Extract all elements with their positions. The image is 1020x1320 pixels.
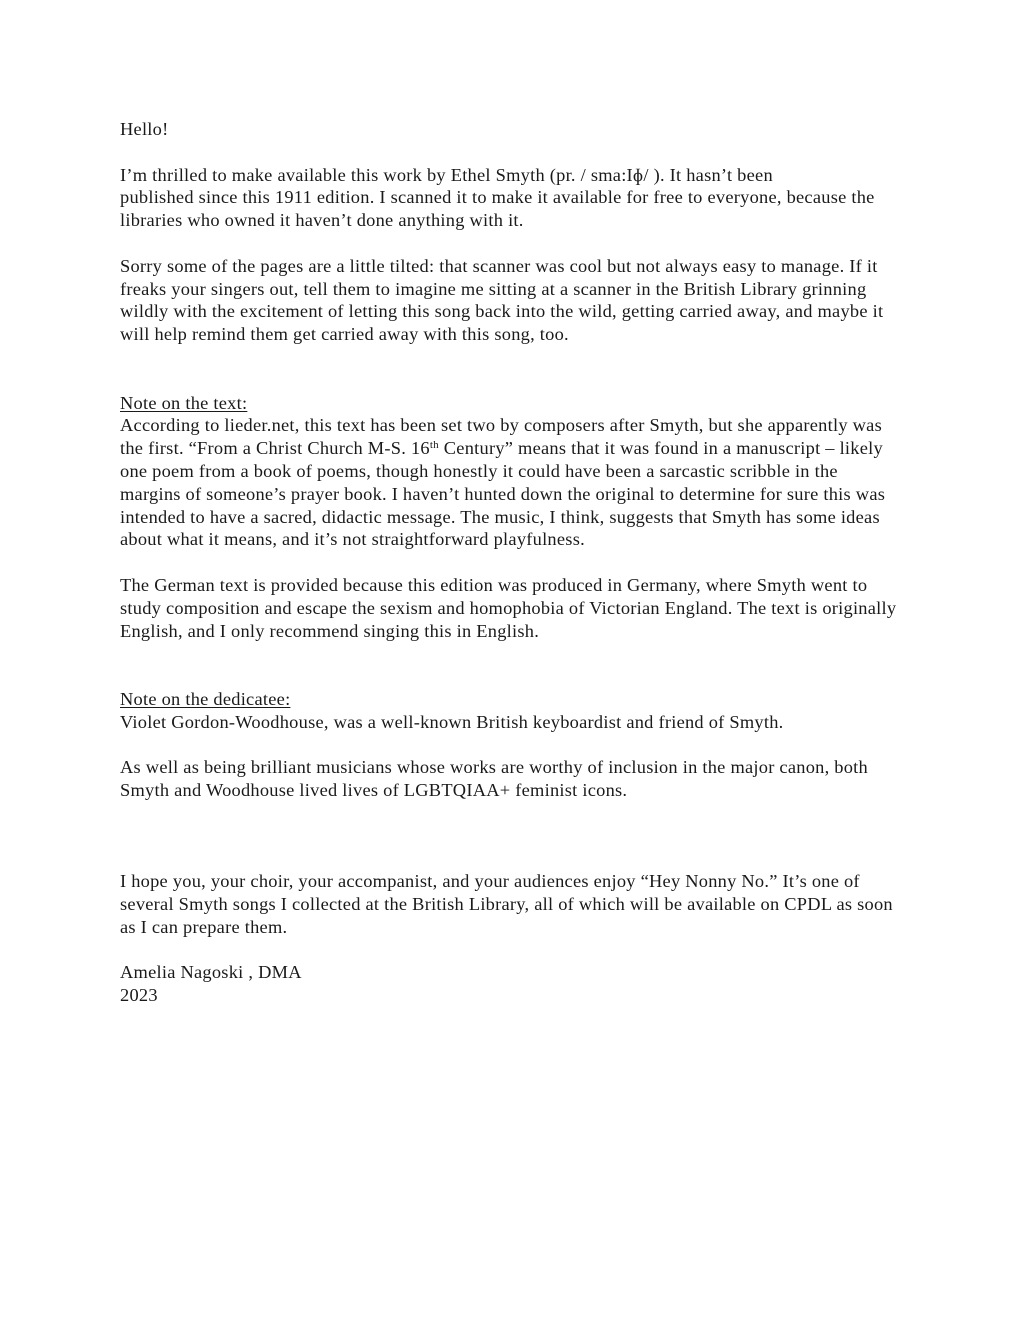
dedicatee-line: Violet Gordon-Woodhouse, was a well-known British keyboardist and friend of Smyth. (120, 711, 784, 732)
ordinal-superscript: th (429, 439, 439, 452)
text-note-heading: Note on the text: (120, 392, 248, 413)
text-note-part-2: Century” means that it was found in a manuscript – likely one poem from a book of poems, though honestly it could have been a sarcastic scribble in the margins of someone’s prayer book. I haven’t hunted down the original to determine for sure this was intended to have a sacred, didactic message. The music, I think, suggests that Smyth has some ideas about what it means, and it’s not straightforward playfulness. (120, 438, 886, 550)
apology-paragraph: Sorry some of the pages are a little tilted: that scanner was cool but not always easy to manage. If it freaks your singers out, tell them to imagine me sitting at a scanner in the British Library grinning wildly with the excitement of letting this song back into the wild, getting carried away, and maybe it will help remind them get carried away with this song, too. (120, 255, 884, 345)
closing-paragraph: I hope you, your choir, your accompanist, and your audiences enjoy “Hey Nonny No.” It’s one of several Smyth songs I collected at the British Library, all of which will be available on CPDL as soon as I can prepare them. (120, 871, 893, 937)
dedicatee-note-heading: Note on the dedicatee: (120, 688, 291, 709)
greeting: Hello! (120, 119, 169, 139)
intro-line-2: published since this 1911 edition. I scanned it to make it available for free to everyone, because the libraries who owned it haven’t done anything with it. (120, 187, 875, 231)
signature-name: Amelia Nagoski , DMA (120, 962, 302, 983)
icons-paragraph: As well as being brilliant musicians whose works are worthy of inclusion in the major canon, both Smyth and Woodhouse lived lives of LGBTQIAA+ feminist icons. (120, 757, 868, 801)
german-text-paragraph: The German text is provided because this edition was produced in Germany, where Smyth went to study composition and escape the sexism and homophobia of Victorian England. The text is originally English, and I only recommend singing this in English. (120, 574, 897, 641)
intro-line-1: I’m thrilled to make available this work by Ethel Smyth (pr. / sma:Iɸ/ ). It hasn’t been (120, 164, 773, 185)
text-note-paragraph (120, 414, 900, 551)
signature-year: 2023 (120, 985, 158, 1006)
intro-paragraph (120, 164, 900, 232)
letter-document (120, 118, 900, 1007)
text-note-part-1: According to lieder.net, this text has been set two by composers after Smyth, but she apparently was the first. “From a Christ Church M-S. 16 (120, 415, 882, 459)
